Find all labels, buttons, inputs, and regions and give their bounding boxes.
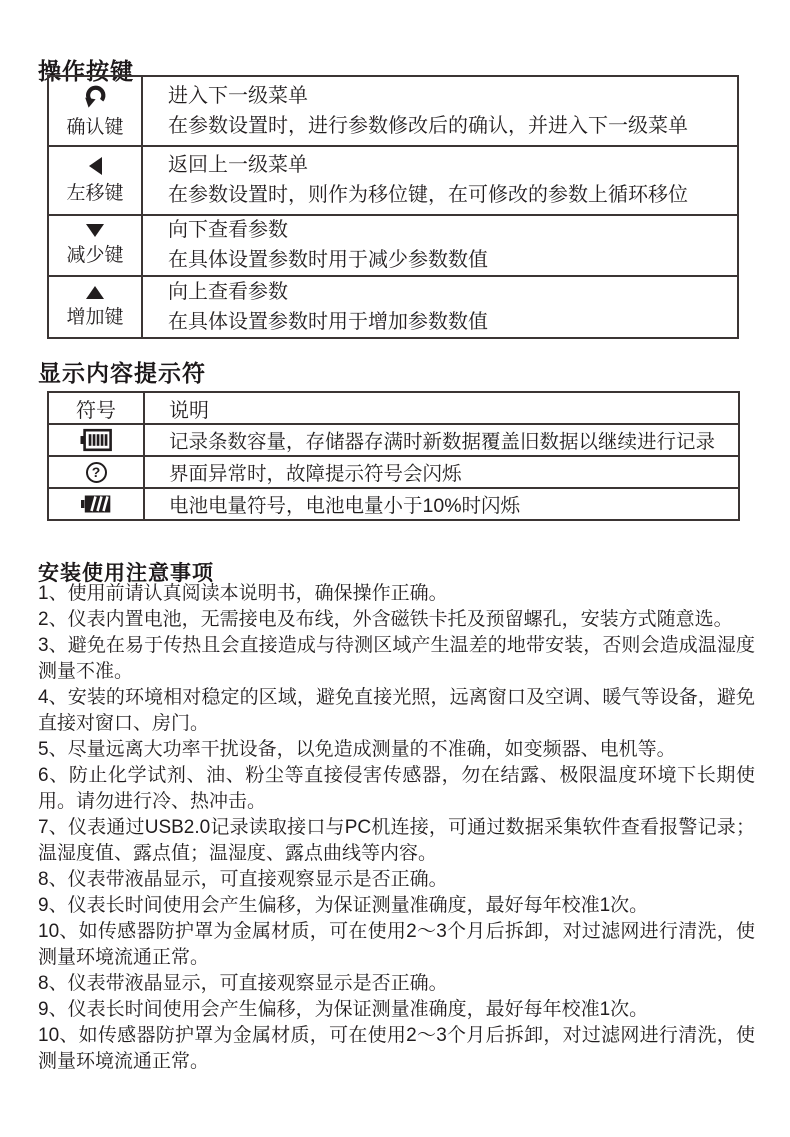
record-capacity-description: 记录条数容量，存储器存满时新数据覆盖旧数据以继续进行记录	[143, 423, 738, 455]
note-item: 3、避免在易于传热且会直接造成与待测区域产生温差的地带安装，否则会造成温湿度测量不准。	[38, 635, 755, 682]
battery-description: 电池电量符号，电池电量小于10%时闪烁	[143, 487, 738, 519]
question-circle-icon: ?	[86, 462, 107, 483]
confirm-key-description	[141, 77, 737, 145]
note-item: 10、如传感器防护罩为金属材质，可在使用2～3个月后拆卸，对过滤网进行清洗，使测量环境流通正常。	[38, 921, 755, 968]
operation-keys-title: 操作按键	[38, 58, 134, 85]
increase-key-description	[141, 275, 737, 337]
note-item: 7、仪表通过USB2.0记录读取接口与PC机连接，可通过数据采集软件查看报警记录；温湿度值、露点值；温湿度、露点曲线等内容。	[38, 817, 755, 864]
key-desc-line2: 在具体设置参数时用于增加参数数值	[168, 310, 488, 333]
display-symbols-title: 显示内容提示符	[38, 360, 206, 387]
note-item: 10、如传感器防护罩为金属材质，可在使用2～3个月后拆卸，对过滤网进行清洗，使测量环境流通正常。	[38, 1025, 755, 1072]
note-item: 4、安装的环境相对稳定的区域，避免直接光照，远离窗口及空调、暖气等设备，避免直接对窗口、房门。	[38, 687, 755, 734]
fault-indicator-description: 界面异常时，故障提示符号会闪烁	[143, 455, 738, 487]
decrease-key-description	[141, 214, 737, 275]
battery-icon	[81, 494, 111, 514]
installation-notes-title: 安装使用注意事项	[38, 562, 214, 586]
display-symbols-table	[47, 391, 740, 521]
record-capacity-cell	[49, 423, 143, 455]
fault-indicator-cell	[49, 455, 143, 487]
key-desc-line2: 在参数设置时，则作为移位键，在可修改的参数上循环移位	[168, 184, 688, 206]
note-item: 9、仪表长时间使用会产生偏移，为保证测量准确度，最好每年校准1次。	[38, 999, 649, 1020]
note-item: 5、尽量远离大功率干扰设备，以免造成测量的不准确，如变频器、电机等。	[38, 739, 676, 760]
decrease-key-cell	[49, 214, 141, 275]
left-key-description	[141, 145, 737, 214]
note-item: 6、防止化学试剂、油、粉尘等直接侵害传感器，勿在结露、极限温度环境下长期使用。请勿进行冷、热冲击。	[38, 765, 755, 812]
key-desc-line1: 返回上一级菜单	[168, 154, 308, 176]
key-label: 减少键	[66, 245, 124, 266]
left-triangle-icon	[89, 157, 102, 175]
increase-key-cell	[49, 275, 141, 337]
note-item: 8、仪表带液晶显示，可直接观察显示是否正确。	[38, 869, 448, 890]
operation-keys-table	[47, 75, 739, 339]
key-desc-line1: 进入下一级菜单	[168, 84, 308, 107]
key-label: 增加键	[66, 306, 124, 328]
symbol-column-header: 符号	[76, 399, 116, 422]
record-capacity-icon	[80, 428, 112, 452]
down-triangle-icon	[86, 224, 104, 237]
confirm-key-cell	[49, 77, 141, 145]
battery-cell	[49, 487, 143, 519]
left-key-cell	[49, 145, 141, 214]
note-item: 8、仪表带液晶显示，可直接观察显示是否正确。	[38, 973, 448, 994]
description-column-header: 说明	[143, 393, 738, 423]
key-label: 左移键	[66, 182, 124, 204]
note-item: 1、使用前请认真阅读本说明书，确保操作正确。	[38, 583, 448, 604]
up-triangle-icon	[86, 286, 104, 299]
key-desc-line1: 向上查看参数	[168, 280, 288, 303]
key-desc-line1: 向下查看参数	[168, 219, 288, 241]
key-desc-line2: 在具体设置参数时用于减少参数数值	[168, 249, 488, 271]
key-label: 确认键	[66, 116, 124, 138]
note-item: 9、仪表长时间使用会产生偏移，为保证测量准确度，最好每年校准1次。	[38, 895, 649, 916]
key-desc-line2: 在参数设置时，进行参数修改后的确认，并进入下一级菜单	[168, 114, 688, 137]
installation-notes-list	[38, 581, 755, 1075]
note-item: 2、仪表内置电池，无需接电及布线，外含磁铁卡托及预留螺孔，安装方式随意选。	[38, 609, 733, 630]
confirm-curved-arrow-icon	[81, 84, 109, 109]
